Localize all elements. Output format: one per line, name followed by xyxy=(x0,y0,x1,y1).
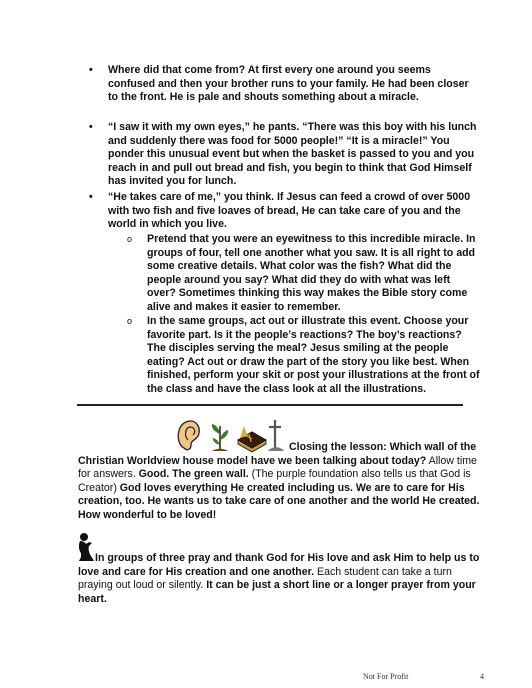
bullet-marker: • xyxy=(89,64,93,76)
bullet-text: “I saw it with my own eyes,” he pants. “There was this boy with his lunch and suddenly there was food for 5000 people!” “It is a miracle!” You ponder this unusual event but when the basket is passed to you and you reach in and pull out bread and fish, you begin to think that God Himself has invited you for lunch. xyxy=(108,121,477,188)
closing-answer: Good. The green wall. xyxy=(138,468,249,481)
prayer-instruction: In groups of three pray and thank God for His love and ask Him to help us to love and care for His creation and one another. xyxy=(78,552,480,578)
bullet-marker: • xyxy=(89,191,93,203)
closing-lead: Closing the lesson: xyxy=(289,441,390,453)
bullet-item xyxy=(89,121,480,189)
closing-message: God loves everything He created including us. We are to care for His creation, too. He wants us to take care of one another and the world He created. How wonderful to be loved! xyxy=(78,481,480,521)
closing-aside: (The purple foundation also tells us that God is Creator) xyxy=(78,468,471,494)
page-number: 4 xyxy=(480,672,484,681)
closing-note: Allow time for answers. xyxy=(78,454,477,481)
sub-item xyxy=(127,233,480,315)
bullet-text: “He takes care of me,” you think. If Jesus can feed a crowd of over 5000 with two fish and five loaves of bread, He can take care of you and the world in which you live. xyxy=(108,191,471,231)
bullet-marker: • xyxy=(89,121,93,133)
sub-bullet-marker: o xyxy=(127,316,133,326)
bullet-item xyxy=(89,191,480,232)
horizontal-divider xyxy=(77,404,463,406)
closing-paragraph xyxy=(78,441,486,523)
sub-item-text: Pretend that you were an eyewitness to this incredible miracle. In groups of four, tell one another what you saw. It is all right to add some creative details. What color was the fish? What did the people around you say? What did they do with what was left over? Sometimes thinking this way makes the Bible story come alive and makes it easier to remember. xyxy=(147,233,476,313)
sub-item xyxy=(127,315,480,397)
prayer-paragraph xyxy=(78,552,486,606)
prayer-encouragement: It can be just a short line or a longer prayer from your heart. xyxy=(78,579,476,605)
footer-label: Not For Profit xyxy=(363,672,409,681)
bullet-item xyxy=(89,64,480,105)
sub-item-text: In the same groups, act out or illustrate this event. Choose your favorite part. Is it the people’s reactions? The boy’s reactions? The disciples serving the meal? Jesus smiling at the people eating? Act out or draw the part of the story you like best. When finished, perform your skit or post your illustrations at the front of the class and have the class look at all the illustrations. xyxy=(147,315,480,395)
closing-question: Which wall of the Christian Worldview house model have we been talking about today? xyxy=(78,441,477,467)
bullet-text: Where did that come from? At first every one around you seems confused and then your brother runs to your family. He had been closer to the front. He is pale and shouts something about a miracle. xyxy=(108,64,469,104)
prayer-note: Each student can take a turn praying out loud or silently. xyxy=(78,565,452,592)
sub-bullet-marker: o xyxy=(127,234,133,244)
